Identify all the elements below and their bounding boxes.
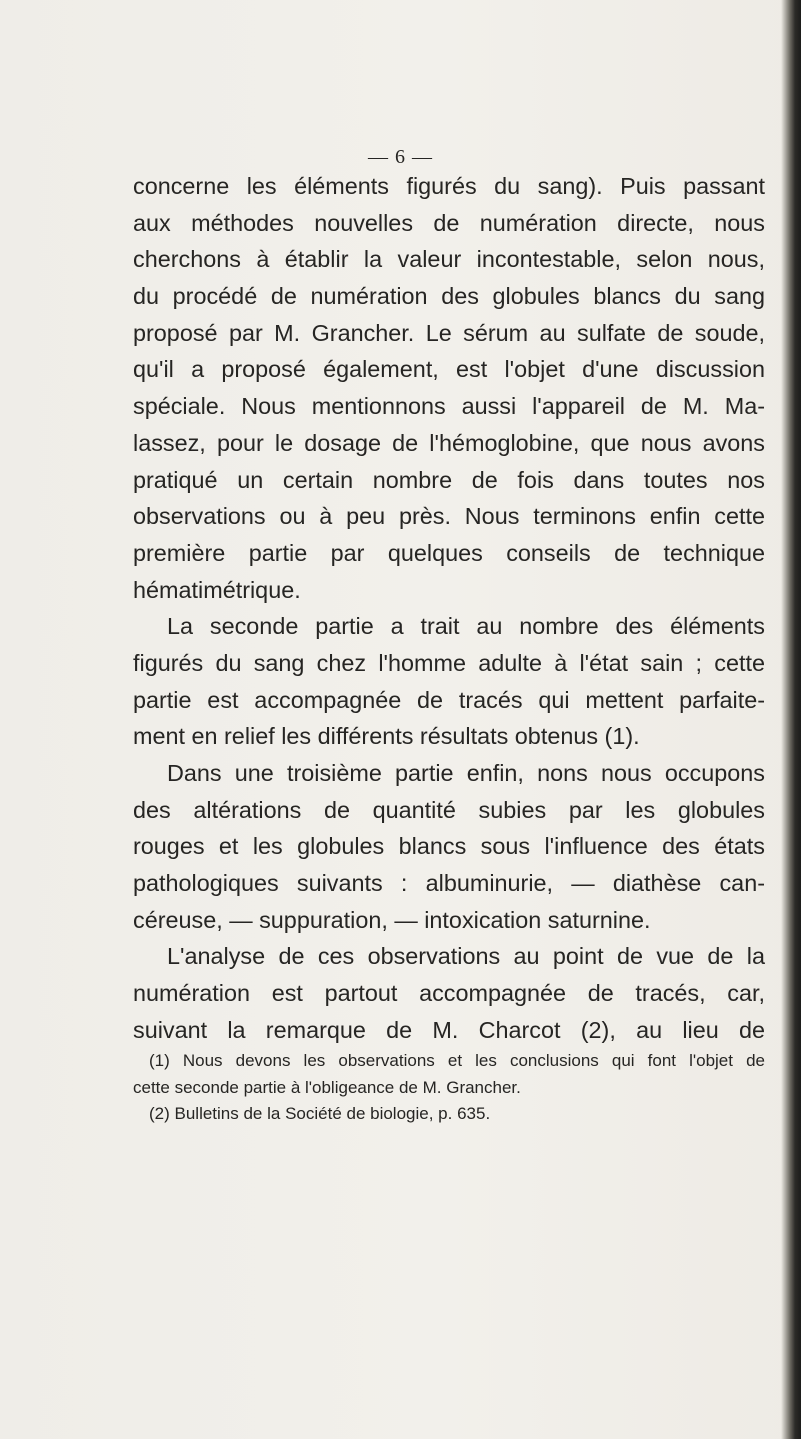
footnote-line: cette seconde partie à l'obligeance de M. Grancher.: [133, 1077, 521, 1097]
text-line: partie est accompagnée de tracés qui mettent parfaite-: [133, 686, 765, 713]
text-line: concerne les éléments figurés du sang). Puis passant: [133, 173, 765, 199]
text-line: hématimétrique.: [133, 576, 301, 603]
text-line: ment en relief les différents résultats obtenus (1).: [133, 723, 640, 750]
text-line: proposé par M. Grancher. Le sérum au sulfate de soude,: [133, 319, 765, 346]
text-line: suivant la remarque de M. Charcot (2), au lieu de: [133, 1016, 765, 1043]
text-line: Dans une troisième partie enfin, nons nous occupons: [167, 760, 765, 786]
text-line: qu'il a proposé également, est l'objet d'une discussion: [133, 356, 765, 383]
footnotes: [133, 1048, 765, 1128]
book-binding-shadow: [781, 0, 801, 1439]
body-text: [133, 168, 765, 1049]
text-line: aux méthodes nouvelles de numération directe, nous: [133, 209, 765, 236]
text-line: figurés du sang chez l'homme adulte à l'état sain ; cette: [133, 649, 765, 676]
text-line: La seconde partie a trait au nombre des éléments: [167, 613, 765, 640]
text-line: des altérations de quantité subies par les globules: [133, 796, 765, 823]
text-line: rouges et les globules blancs sous l'influence des états: [133, 833, 765, 860]
footnote-line: (2) Bulletins de la Société de biologie, p. 635.: [149, 1104, 491, 1123]
text-line: cherchons à établir la valeur incontestable, selon nous,: [133, 246, 765, 273]
text-line: du procédé de numération des globules blancs du sang: [133, 283, 765, 310]
text-line: L'analyse de ces observations au point de vue de la: [167, 943, 765, 970]
text-line: lassez, pour le dosage de l'hémoglobine, que nous avons: [133, 429, 765, 456]
text-line: première partie par quelques conseils de technique: [133, 539, 765, 566]
footnote-line: (1) Nous devons les observations et les conclusions qui font l'objet de: [149, 1051, 765, 1070]
page-number: — 6 —: [368, 146, 433, 168]
text-line: observations ou à peu près. Nous terminons enfin cette: [133, 503, 765, 530]
text-line: pratiqué un certain nombre de fois dans toutes nos: [133, 466, 765, 493]
text-line: spéciale. Nous mentionnons aussi l'appareil de M. Ma-: [133, 393, 765, 420]
text-line: numération est partout accompagnée de tracés, car,: [133, 980, 765, 1007]
text-line: pathologiques suivants : albuminurie, — diathèse can-: [133, 870, 765, 897]
text-line: céreuse, — suppuration, — intoxication saturnine.: [133, 906, 651, 933]
